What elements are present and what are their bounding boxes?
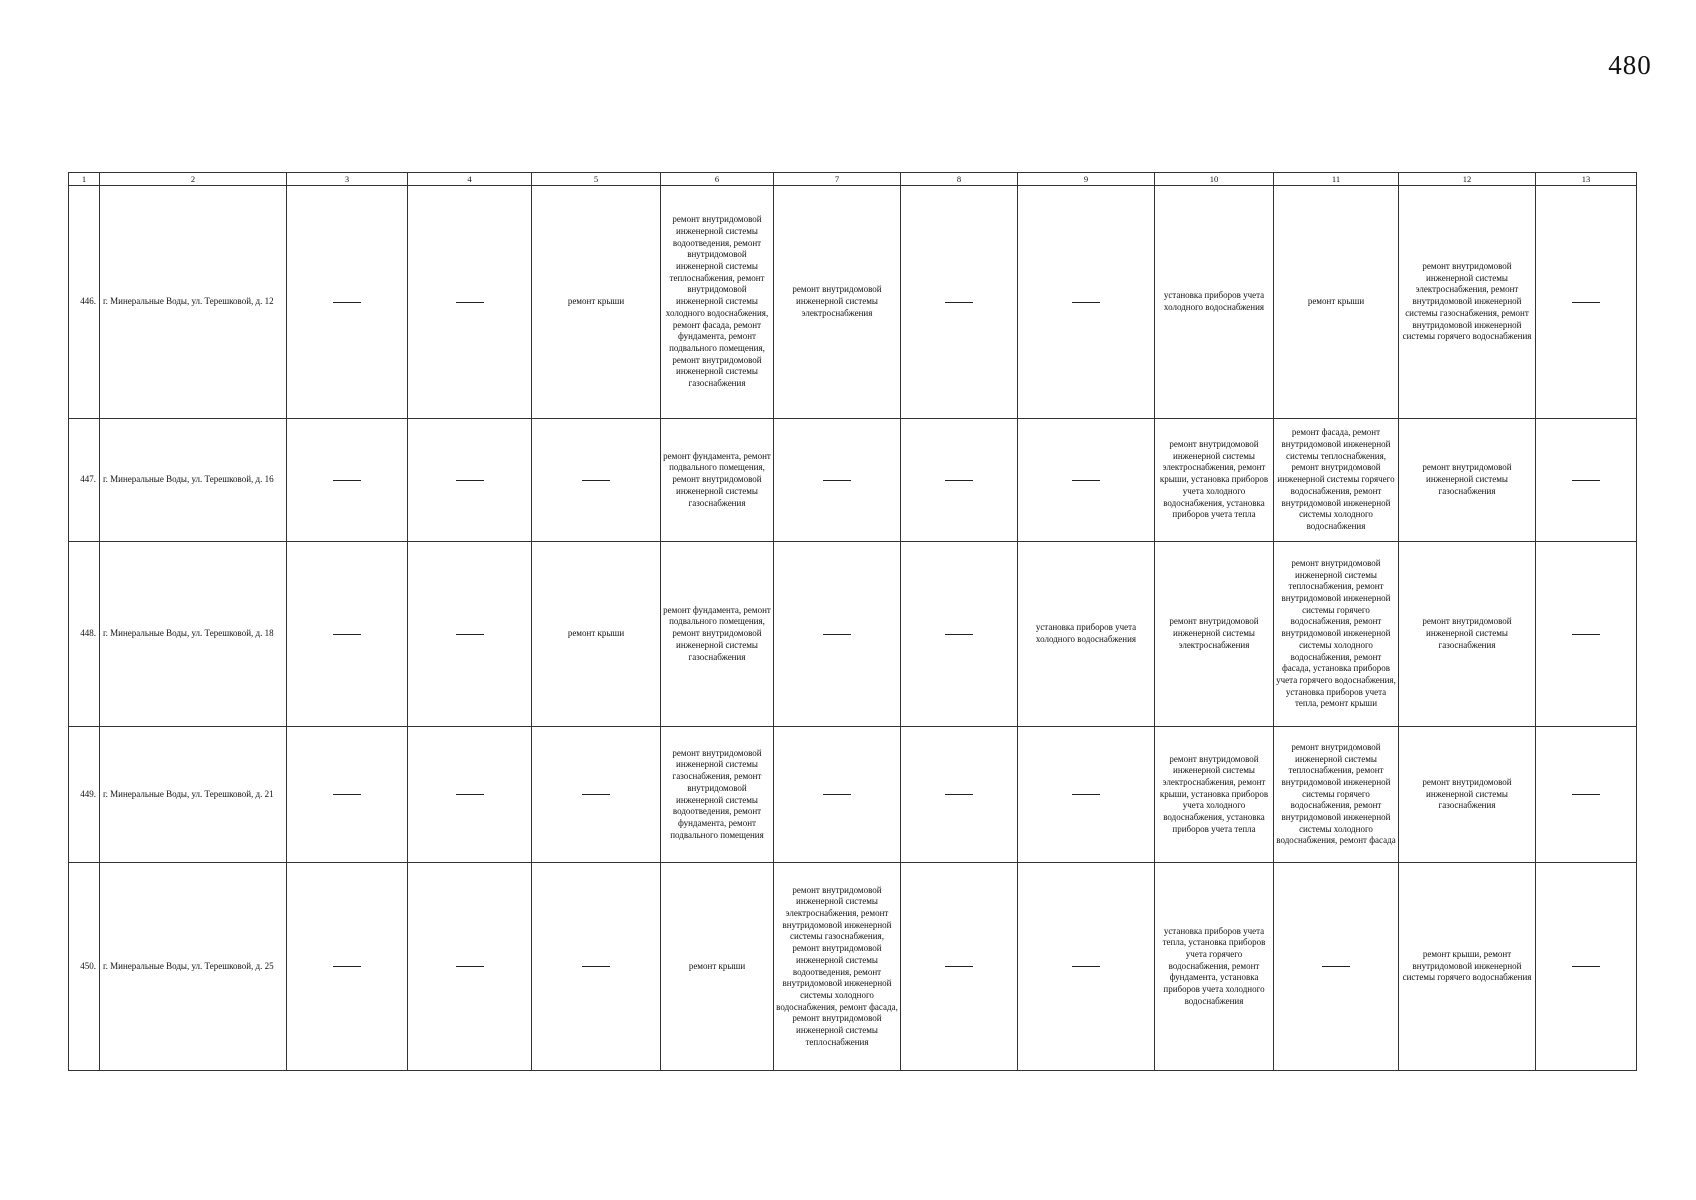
cell-text: ремонт крыши (532, 542, 661, 727)
row-address: г. Минеральные Воды, ул. Терешковой, д. 21 (100, 727, 287, 863)
dash-mark (333, 302, 361, 303)
table-row (69, 727, 1637, 863)
dash-mark (1572, 794, 1600, 795)
cell-text: ремонт крыши (661, 863, 774, 1071)
table-row (69, 863, 1637, 1071)
dash-mark (1072, 966, 1100, 967)
dash-mark (823, 480, 851, 481)
row-address: г. Минеральные Воды, ул. Терешковой, д. 18 (100, 542, 287, 727)
cell-empty (774, 727, 901, 863)
cell-text: установка приборов учета холодного водоснабжения (1018, 542, 1155, 727)
cell-empty (901, 727, 1018, 863)
table-row (69, 542, 1637, 727)
dash-mark (945, 966, 973, 967)
cell-text: ремонт крыши, ремонт внутридомовой инженерной системы горячего водоснабжения (1399, 863, 1536, 1071)
column-number: 9 (1018, 173, 1155, 186)
table-row (69, 419, 1637, 542)
row-number: 449. (69, 727, 100, 863)
cell-empty (901, 186, 1018, 419)
cell-empty (1274, 863, 1399, 1071)
cell-empty (532, 419, 661, 542)
dash-mark (333, 634, 361, 635)
cell-empty (901, 419, 1018, 542)
cell-empty (532, 863, 661, 1071)
cell-empty (1018, 863, 1155, 1071)
column-number: 2 (100, 173, 287, 186)
dash-mark (1572, 480, 1600, 481)
row-address: г. Минеральные Воды, ул. Терешковой, д. 25 (100, 863, 287, 1071)
cell-empty (774, 419, 901, 542)
column-number: 3 (287, 173, 408, 186)
cell-empty (1536, 419, 1637, 542)
dash-mark (333, 966, 361, 967)
dash-mark (1072, 480, 1100, 481)
cell-text: ремонт фундамента, ремонт подвального помещения, ремонт внутридомовой инженерной системы газоснабжения (661, 419, 774, 542)
dash-mark (945, 480, 973, 481)
cell-empty (408, 186, 532, 419)
dash-mark (456, 480, 484, 481)
cell-text: ремонт крыши (532, 186, 661, 419)
dash-mark (1572, 634, 1600, 635)
dash-mark (1572, 302, 1600, 303)
dash-mark (582, 480, 610, 481)
cell-empty (408, 863, 532, 1071)
cell-empty (1018, 727, 1155, 863)
cell-empty (1536, 186, 1637, 419)
column-number: 5 (532, 173, 661, 186)
cell-text: ремонт внутридомовой инженерной системы теплоснабжения, ремонт внутридомовой инженерной системы горячего водоснабжения, ремонт внутридомовой инженерной системы холодного водоснабжения, ремонт фасада, установка приборов учета горячего водоснабжения, установка приборов учета тепла, ремонт крыши (1274, 542, 1399, 727)
dash-mark (1072, 302, 1100, 303)
cell-empty (287, 542, 408, 727)
dash-mark (945, 302, 973, 303)
cell-text: ремонт внутридомовой инженерной системы электроснабжения (774, 186, 901, 419)
cell-empty (287, 727, 408, 863)
cell-text: ремонт крыши (1274, 186, 1399, 419)
cell-empty (1536, 727, 1637, 863)
dash-mark (456, 966, 484, 967)
cell-text: установка приборов учета холодного водоснабжения (1155, 186, 1274, 419)
dash-mark (823, 634, 851, 635)
dash-mark (333, 480, 361, 481)
dash-mark (456, 302, 484, 303)
cell-text: ремонт внутридомовой инженерной системы теплоснабжения, ремонт внутридомовой инженерной системы горячего водоснабжения, ремонт внутридомовой инженерной системы холодного водоснабжения, ремонт фасада (1274, 727, 1399, 863)
row-number: 447. (69, 419, 100, 542)
row-address: г. Минеральные Воды, ул. Терешковой, д. 16 (100, 419, 287, 542)
column-number: 4 (408, 173, 532, 186)
column-number: 1 (69, 173, 100, 186)
cell-text: ремонт внутридомовой инженерной системы электроснабжения (1155, 542, 1274, 727)
cell-empty (1018, 186, 1155, 419)
cell-empty (287, 186, 408, 419)
dash-mark (456, 634, 484, 635)
cell-empty (774, 542, 901, 727)
dash-mark (1322, 966, 1350, 967)
row-number: 450. (69, 863, 100, 1071)
cell-text: ремонт фундамента, ремонт подвального помещения, ремонт внутридомовой инженерной системы газоснабжения (661, 542, 774, 727)
cell-empty (408, 727, 532, 863)
cell-empty (1536, 542, 1637, 727)
dash-mark (333, 794, 361, 795)
column-number: 12 (1399, 173, 1536, 186)
cell-empty (901, 863, 1018, 1071)
cell-empty (901, 542, 1018, 727)
dash-mark (1072, 794, 1100, 795)
column-number: 7 (774, 173, 901, 186)
cell-empty (287, 419, 408, 542)
cell-empty (532, 727, 661, 863)
cell-empty (408, 419, 532, 542)
dash-mark (945, 634, 973, 635)
cell-text: ремонт внутридомовой инженерной системы электроснабжения, ремонт внутридомовой инженерной системы газоснабжения, ремонт внутридомовой инженерной системы водоотведения, ремонт внутридомовой инженерной системы холодного водоснабжения, ремонт фасада, ремонт внутридомовой инженерной системы теплоснабжения (774, 863, 901, 1071)
column-number: 8 (901, 173, 1018, 186)
dash-mark (945, 794, 973, 795)
cell-empty (1018, 419, 1155, 542)
table-row (69, 186, 1637, 419)
cell-text: ремонт внутридомовой инженерной системы газоснабжения (1399, 419, 1536, 542)
cell-empty (1536, 863, 1637, 1071)
dash-mark (823, 794, 851, 795)
cell-text: ремонт фасада, ремонт внутридомовой инженерной системы теплоснабжения, ремонт внутридомовой инженерной системы горячего водоснабжения, ремонт внутридомовой инженерной системы холодного водоснабжения (1274, 419, 1399, 542)
row-number: 448. (69, 542, 100, 727)
column-number-row (69, 173, 1637, 186)
repair-schedule-table (68, 172, 1637, 1071)
row-address: г. Минеральные Воды, ул. Терешковой, д. 12 (100, 186, 287, 419)
column-number: 6 (661, 173, 774, 186)
cell-text: ремонт внутридомовой инженерной системы газоснабжения, ремонт внутридомовой инженерной системы водоотведения, ремонт фундамента, ремонт подвального помещения (661, 727, 774, 863)
column-number: 13 (1536, 173, 1637, 186)
dash-mark (1572, 966, 1600, 967)
dash-mark (582, 794, 610, 795)
cell-empty (287, 863, 408, 1071)
cell-text: установка приборов учета тепла, установка приборов учета горячего водоснабжения, ремонт фундамента, установка приборов учета холодного водоснабжения (1155, 863, 1274, 1071)
cell-empty (408, 542, 532, 727)
cell-text: ремонт внутридомовой инженерной системы электроснабжения, ремонт крыши, установка приборов учета холодного водоснабжения, установка приборов учета тепла (1155, 419, 1274, 542)
row-number: 446. (69, 186, 100, 419)
cell-text: ремонт внутридомовой инженерной системы газоснабжения (1399, 542, 1536, 727)
column-number: 10 (1155, 173, 1274, 186)
dash-mark (456, 794, 484, 795)
column-number: 11 (1274, 173, 1399, 186)
cell-text: ремонт внутридомовой инженерной системы электроснабжения, ремонт крыши, установка приборов учета холодного водоснабжения, установка приборов учета тепла (1155, 727, 1274, 863)
cell-text: ремонт внутридомовой инженерной системы газоснабжения (1399, 727, 1536, 863)
dash-mark (582, 966, 610, 967)
page-number: 480 (1608, 50, 1652, 80)
cell-text: ремонт внутридомовой инженерной системы электроснабжения, ремонт внутридомовой инженерной системы газоснабжения, ремонт внутридомовой инженерной системы горячего водоснабжения (1399, 186, 1536, 419)
cell-text: ремонт внутридомовой инженерной системы водоотведения, ремонт внутридомовой инженерной системы теплоснабжения, ремонт внутридомовой инженерной системы холодного водоснабжения, ремонт фасада, ремонт фундамента, ремонт подвального помещения, ремонт внутридомовой инженерной системы газоснабжения (661, 186, 774, 419)
